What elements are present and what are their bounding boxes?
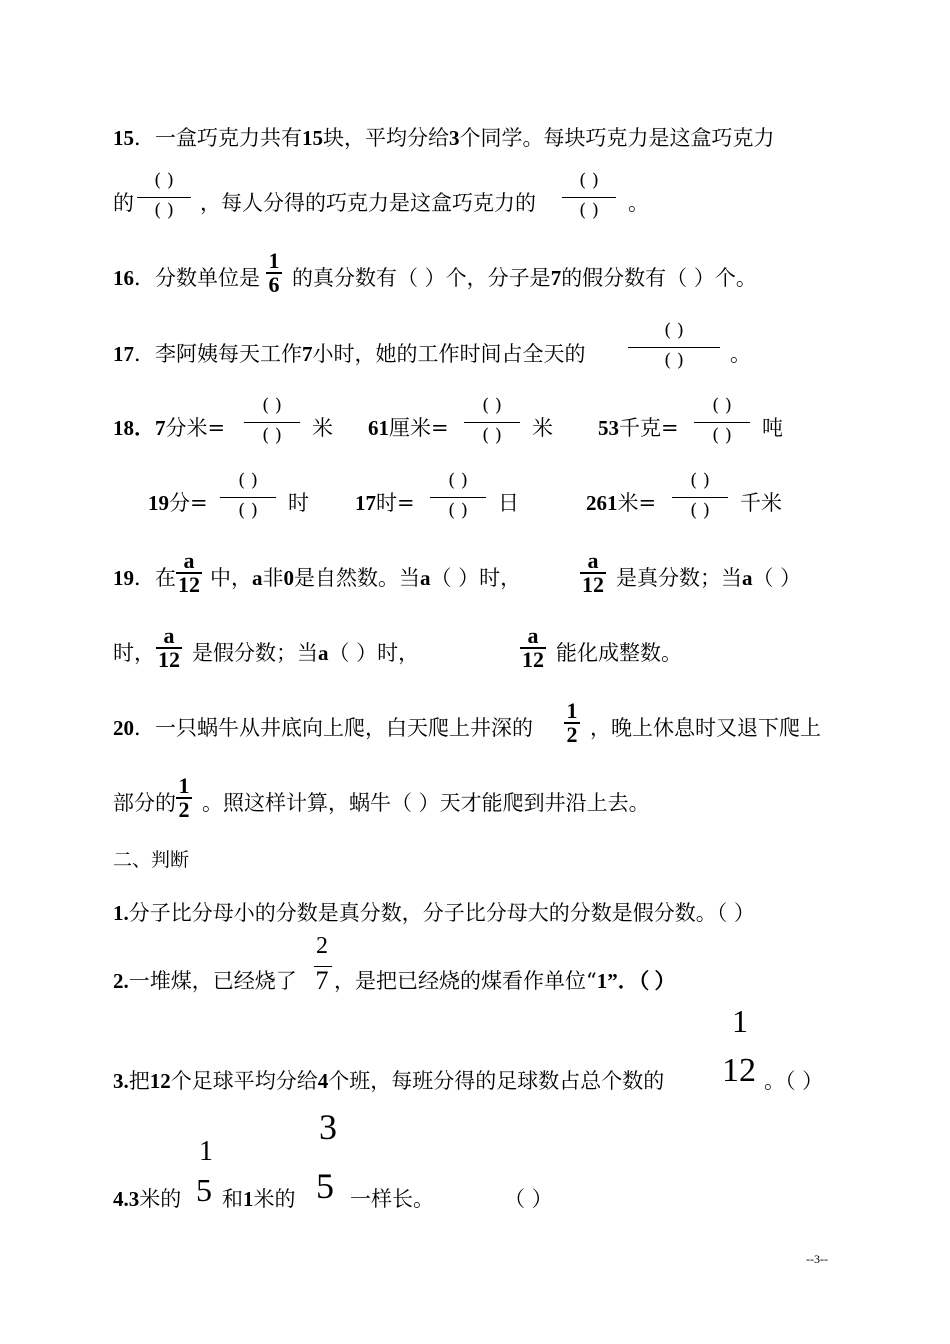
q16-line-a: 16．分数单位是 <box>113 266 260 290</box>
q15-blank-fraction-1[interactable]: ( ) ( ) <box>137 172 191 222</box>
judge-2-denominator: 7 <box>315 966 329 995</box>
q18-item-3: 53千克= <box>598 416 679 440</box>
q18-blank-4[interactable]: ( ) ( ) <box>220 472 276 522</box>
section-heading-judgement: 二、判断 <box>113 849 190 871</box>
q16-fraction: 1 6 <box>266 250 282 296</box>
judge-4-denominator-2: 5 <box>316 1166 334 1206</box>
q18-blank-5[interactable]: ( ) ( ) <box>430 472 486 522</box>
judge-4-c: 一样长。 <box>350 1187 434 1211</box>
judge-4-answer-blank[interactable]: （ ） <box>504 1187 553 1211</box>
q17-line-a: 17．李阿姨每天工作7小时，她的工作时间占全天的 <box>113 342 586 366</box>
q19-fraction-2: a 12 <box>582 548 604 597</box>
q18-blank-2[interactable]: ( ) ( ) <box>464 397 520 447</box>
judge-2-b: ，是把已经烧的煤看作单位“1”．（ ） <box>334 969 676 993</box>
judge-4-numerator-1: 1 <box>199 1136 213 1167</box>
q18-item-4: 19分= <box>148 491 208 515</box>
q19-fraction-1: a 12 <box>178 548 200 597</box>
q19-line2-b: 是假分数；当a（ ）时， <box>192 641 420 665</box>
q19-fraction-3: a 12 <box>158 623 180 672</box>
q15-number: 15 <box>113 126 134 150</box>
page: 15．一盒巧克力共有15块，平均分给3个同学。每块巧克力是这盒巧克力 的 ( ) ( ) ，每人分得的巧克力是这盒巧克力的 ( ) ( ) 。 16．分数单位是 1 6 的真分数有（ ）个，分子是7的假分数有（ ）个。 17．李阿姨每天工作7小时，她的工作时间占全天的 ( ) ( ) 。 18．7分米= ( ) ( ) 米 61厘米= ( ) ( ) 米 53千克= ( ) ( ) 吨 19分= ( ) ( ) 时 17时= ( ) ( ) 日 261米= ( ) ( ) 千米 19．在 a 12 中，a非0是自然数。当a（ ）时， a 12 是真分数；当a（ ） 时， a 12 是假分数；当a（ ）时， a 12 能化成整数。 20．一只蜗牛从井底向上爬，白天爬上井深的 1 2 ，晚上休息时又退下爬上 部分的 1 2 。照这样计算，蜗牛（ ）天才能爬到井沿上去。 二、判断 1.分子比分母小的分数是真分数，分子比分母大的分数是假分数。（ ） 2.一堆煤，已经烧了 2 7 ，是把已经烧的煤看作单位“1”．（ ） 1 3.把12个足球平均分给4个班，每班分得的足球数占总个数的 12 。（ ） 3 1 4.3米的 5 和1米的 5 一样长。 （ ） --3-- <box>0 0 950 1344</box>
q20-fraction-1: 1 2 <box>564 700 580 746</box>
q18-blank-3[interactable]: ( ) ( ) <box>694 397 750 447</box>
q20-line1-a: 20．一只蜗牛从井底向上爬，白天爬上井深的 <box>113 716 533 740</box>
judge-4-a: 4.3米的 <box>113 1187 182 1211</box>
judge-2-numerator: 2 <box>316 933 328 959</box>
q20-line1-b: ，晚上休息时又退下爬上 <box>590 716 821 740</box>
judge-4-denominator-1: 5 <box>196 1172 212 1208</box>
q18-item-6: 261米= <box>586 491 657 515</box>
page-number: --3-- <box>806 1252 828 1266</box>
q19-line2-c: 能化成整数。 <box>556 641 682 665</box>
q18-item-5: 17时= <box>355 491 415 515</box>
q15-line2-a: 的 <box>113 191 134 215</box>
judge-4-numerator-2: 3 <box>319 1107 337 1147</box>
q15-line2-b: ，每人分得的巧克力是这盒巧克力的 <box>200 191 536 215</box>
judge-3-a: 3.把12个足球平均分给4个班，每班分得的足球数占总个数的 <box>113 1069 665 1093</box>
judge-3-denominator: 12 <box>722 1052 756 1089</box>
q15-blank-fraction-2[interactable]: ( ) ( ) <box>562 172 616 222</box>
q17-blank-fraction[interactable]: ( ) ( ) <box>628 322 720 372</box>
q15-line2-c: 。 <box>628 191 649 215</box>
q19-line2-a: 时， <box>113 641 155 665</box>
q19-fraction-4: a 12 <box>522 623 544 672</box>
judge-2-a: 2.一堆煤，已经烧了 <box>113 969 297 993</box>
judge-4-b: 和1米的 <box>222 1187 296 1211</box>
q20-line2-b: 。照这样计算，蜗牛（ ）天才能爬到井沿上去。 <box>202 791 650 815</box>
q19-line1-b: 中，a非0是自然数。当a（ ）时， <box>210 566 522 590</box>
q15-line1: 15．一盒巧克力共有15块，平均分给3个同学。每块巧克力是这盒巧克力 <box>113 126 775 150</box>
q17-line-b: 。 <box>730 342 751 366</box>
q18-blank-6[interactable]: ( ) ( ) <box>672 472 728 522</box>
q18-item-1: 18．7分米= <box>113 416 226 440</box>
q20-fraction-2: 1 2 <box>176 775 192 821</box>
q16-line-b: 的真分数有（ ）个，分子是7的假分数有（ ）个。 <box>292 266 757 290</box>
q19-line1-c: 是真分数；当a（ ） <box>616 566 802 590</box>
judge-3-numerator: 1 <box>732 1003 748 1039</box>
q19-line1-a: 19．在 <box>113 566 176 590</box>
judge-3-b: 。（ ） <box>764 1069 824 1093</box>
judge-1: 1.分子比分母小的分数是真分数，分子比分母大的分数是假分数。（ ） <box>113 901 755 925</box>
q18-item-2: 61厘米= <box>368 416 449 440</box>
q18-blank-1[interactable]: ( ) ( ) <box>244 397 300 447</box>
q20-line2-a: 部分的 <box>113 791 176 815</box>
